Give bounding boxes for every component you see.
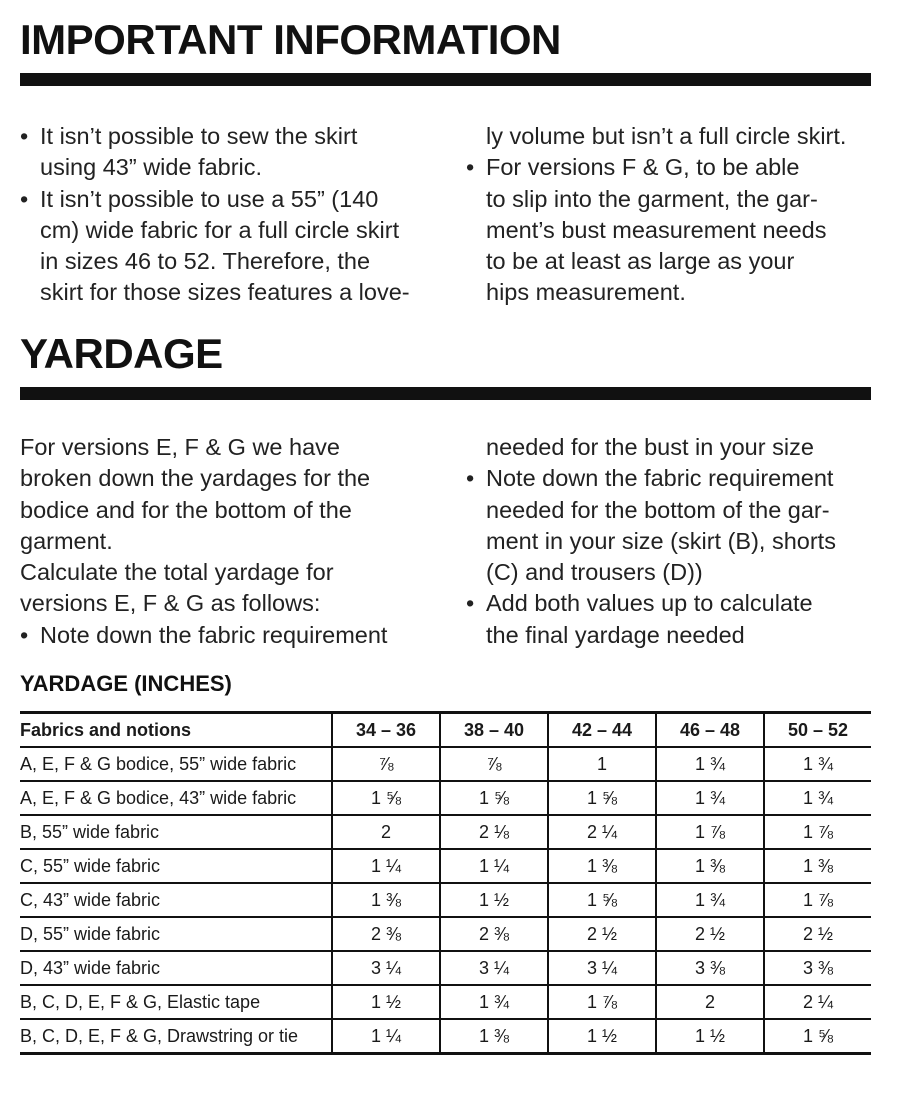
text-line bbox=[20, 526, 430, 557]
yardage-value: 2 ¼ bbox=[764, 985, 871, 1019]
line-text: Note down the fabric requirement bbox=[40, 621, 388, 648]
yardage-value: 1 ⅝ bbox=[548, 781, 656, 815]
yardage-value: 3 ¼ bbox=[332, 951, 440, 985]
bullet-line bbox=[466, 463, 876, 494]
table-row bbox=[20, 985, 871, 1019]
yardage-value: 2 bbox=[332, 815, 440, 849]
text-line bbox=[20, 152, 430, 183]
important-left-column bbox=[20, 121, 430, 309]
yardage-right-column bbox=[466, 432, 876, 651]
yardage-value: 2 ⅛ bbox=[440, 815, 548, 849]
yardage-value: 1 ⅜ bbox=[548, 849, 656, 883]
line-text: ment in your size (skirt (B), shorts bbox=[486, 527, 836, 554]
bullet-icon: • bbox=[20, 123, 29, 149]
line-text: ly volume but isn’t a full circle skirt. bbox=[486, 123, 847, 149]
row-label: D, 43” wide fabric bbox=[20, 951, 332, 985]
column-header-fabrics: Fabrics and notions bbox=[20, 713, 332, 748]
yardage-value: 1 ¾ bbox=[656, 747, 764, 781]
text-line bbox=[20, 246, 430, 277]
yardage-value: 1 ⅞ bbox=[656, 815, 764, 849]
line-text: to be at least as large as your bbox=[486, 248, 795, 275]
line-text: ment’s bust measurement needs bbox=[486, 216, 827, 243]
table-row bbox=[20, 883, 871, 917]
table-header-row bbox=[20, 713, 871, 748]
yardage-value: 1 ¼ bbox=[332, 1019, 440, 1054]
yardage-value: 1 ⅜ bbox=[440, 1019, 548, 1054]
yardage-value: 3 ⅜ bbox=[656, 951, 764, 985]
text-line bbox=[20, 557, 430, 588]
text-line bbox=[466, 432, 876, 463]
column-header-size: 42 – 44 bbox=[548, 713, 656, 748]
yardage-value: 3 ⅜ bbox=[764, 951, 871, 985]
yardage-left-column bbox=[20, 432, 430, 651]
line-text: Note down the fabric requirement bbox=[486, 465, 834, 492]
yardage-value: 3 ¼ bbox=[440, 951, 548, 985]
yardage-value: 1 ⅜ bbox=[764, 849, 871, 883]
text-line bbox=[20, 588, 430, 619]
line-text: cm) wide fabric for a full circle skirt bbox=[40, 216, 400, 243]
heading-rule bbox=[20, 73, 871, 86]
line-text: (C) and trousers (D)) bbox=[486, 559, 703, 586]
table-row bbox=[20, 747, 871, 781]
important-information-heading: IMPORTANT INFORMATION bbox=[20, 16, 561, 63]
table-row bbox=[20, 1019, 871, 1054]
text-line bbox=[20, 463, 430, 494]
yardage-value: 3 ¼ bbox=[548, 951, 656, 985]
line-text: in sizes 46 to 52. Therefore, the bbox=[40, 248, 371, 275]
yardage-value: ⅞ bbox=[440, 747, 548, 781]
row-label: A, E, F & G bodice, 55” wide fabric bbox=[20, 747, 332, 781]
column-header-size: 46 – 48 bbox=[656, 713, 764, 748]
line-text: Calculate the total yardage for bbox=[20, 559, 334, 586]
row-label: B, 55” wide fabric bbox=[20, 815, 332, 849]
text-line bbox=[466, 495, 876, 526]
text-line bbox=[20, 495, 430, 526]
text-line bbox=[466, 121, 876, 152]
bullet-line bbox=[20, 121, 430, 152]
yardage-value: 1 ⅞ bbox=[548, 985, 656, 1019]
line-text: For versions F & G, to be able bbox=[486, 154, 800, 181]
important-right-column bbox=[466, 121, 876, 309]
line-text: hips measurement. bbox=[486, 279, 686, 306]
text-line bbox=[20, 215, 430, 246]
column-header-size: 50 – 52 bbox=[764, 713, 871, 748]
yardage-value: 1 ½ bbox=[548, 1019, 656, 1054]
line-text: using 43” wide fabric. bbox=[40, 154, 263, 181]
line-text: It isn’t possible to sew the skirt bbox=[40, 123, 358, 149]
yardage-value: 1 ⅝ bbox=[764, 1019, 871, 1054]
yardage-value: 2 bbox=[656, 985, 764, 1019]
bullet-icon: • bbox=[466, 590, 475, 617]
line-text: to slip into the garment, the gar- bbox=[486, 185, 818, 212]
row-label: C, 55” wide fabric bbox=[20, 849, 332, 883]
yardage-value: 2 ½ bbox=[764, 917, 871, 951]
line-text: needed for the bottom of the gar- bbox=[486, 496, 830, 523]
yardage-value: 1 ⅞ bbox=[764, 883, 871, 917]
yardage-value: 1 ½ bbox=[332, 985, 440, 1019]
line-text: Add both values up to calculate bbox=[486, 590, 813, 617]
yardage-value: 2 ½ bbox=[656, 917, 764, 951]
bullet-line bbox=[20, 184, 430, 215]
line-text: bodice and for the bottom of the bbox=[20, 496, 352, 523]
yardage-value: 1 bbox=[548, 747, 656, 781]
yardage-value: 1 ⅜ bbox=[656, 849, 764, 883]
yardage-value: 1 ⅞ bbox=[764, 815, 871, 849]
text-line bbox=[466, 277, 876, 308]
yardage-value: ⅞ bbox=[332, 747, 440, 781]
column-header-size: 38 – 40 bbox=[440, 713, 548, 748]
yardage-value: 1 ¾ bbox=[656, 883, 764, 917]
column-header-size: 34 – 36 bbox=[332, 713, 440, 748]
table-row bbox=[20, 917, 871, 951]
row-label: A, E, F & G bodice, 43” wide fabric bbox=[20, 781, 332, 815]
table-row bbox=[20, 951, 871, 985]
bullet-icon: • bbox=[466, 154, 475, 181]
line-text: For versions E, F & G we have bbox=[20, 434, 340, 460]
line-text: skirt for those sizes features a love- bbox=[40, 279, 410, 306]
text-line bbox=[20, 432, 430, 463]
bullet-line bbox=[466, 588, 876, 619]
yardage-value: 1 ¾ bbox=[440, 985, 548, 1019]
line-text: broken down the yardages for the bbox=[20, 465, 371, 492]
yardage-value: 1 ¾ bbox=[656, 781, 764, 815]
bullet-line bbox=[20, 620, 430, 651]
line-text: garment. bbox=[20, 527, 113, 554]
heading-rule bbox=[20, 387, 871, 400]
row-label: C, 43” wide fabric bbox=[20, 883, 332, 917]
table-row bbox=[20, 849, 871, 883]
yardage-value: 1 ¾ bbox=[764, 781, 871, 815]
text-line bbox=[20, 277, 430, 308]
yardage-value: 1 ¼ bbox=[440, 849, 548, 883]
line-text: It isn’t possible to use a 55” (140 bbox=[40, 185, 379, 212]
text-line bbox=[466, 526, 876, 557]
yardage-value: 1 ¾ bbox=[764, 747, 871, 781]
yardage-value: 1 ⅝ bbox=[332, 781, 440, 815]
bullet-icon: • bbox=[20, 621, 29, 648]
yardage-table-heading: YARDAGE (INCHES) bbox=[20, 671, 232, 696]
text-line bbox=[466, 246, 876, 277]
bullet-icon: • bbox=[20, 185, 29, 212]
row-label: B, C, D, E, F & G, Elastic tape bbox=[20, 985, 332, 1019]
yardage-value: 1 ⅝ bbox=[548, 883, 656, 917]
yardage-value: 1 ¼ bbox=[332, 849, 440, 883]
yardage-value: 1 ½ bbox=[656, 1019, 764, 1054]
yardage-value: 2 ⅜ bbox=[440, 917, 548, 951]
table-row bbox=[20, 781, 871, 815]
text-line bbox=[466, 620, 876, 651]
yardage-value: 1 ⅝ bbox=[440, 781, 548, 815]
table-row bbox=[20, 815, 871, 849]
table-body bbox=[20, 747, 871, 1054]
yardage-heading: YARDAGE bbox=[20, 330, 223, 377]
row-label: D, 55” wide fabric bbox=[20, 917, 332, 951]
yardage-value: 1 ⅜ bbox=[332, 883, 440, 917]
row-label: B, C, D, E, F & G, Drawstring or tie bbox=[20, 1025, 299, 1046]
text-line bbox=[466, 184, 876, 215]
line-text: versions E, F & G as follows: bbox=[20, 590, 321, 617]
bullet-line bbox=[466, 152, 876, 183]
yardage-value: 2 ¼ bbox=[548, 815, 656, 849]
yardage-value: 1 ½ bbox=[440, 883, 548, 917]
text-line bbox=[466, 215, 876, 246]
line-text: the final yardage needed bbox=[486, 621, 745, 648]
yardage-table bbox=[20, 711, 871, 1055]
yardage-value: 2 ⅜ bbox=[332, 917, 440, 951]
bullet-icon: • bbox=[466, 465, 475, 492]
text-line bbox=[466, 557, 876, 588]
yardage-value: 2 ½ bbox=[548, 917, 656, 951]
line-text: needed for the bust in your size bbox=[486, 434, 814, 460]
